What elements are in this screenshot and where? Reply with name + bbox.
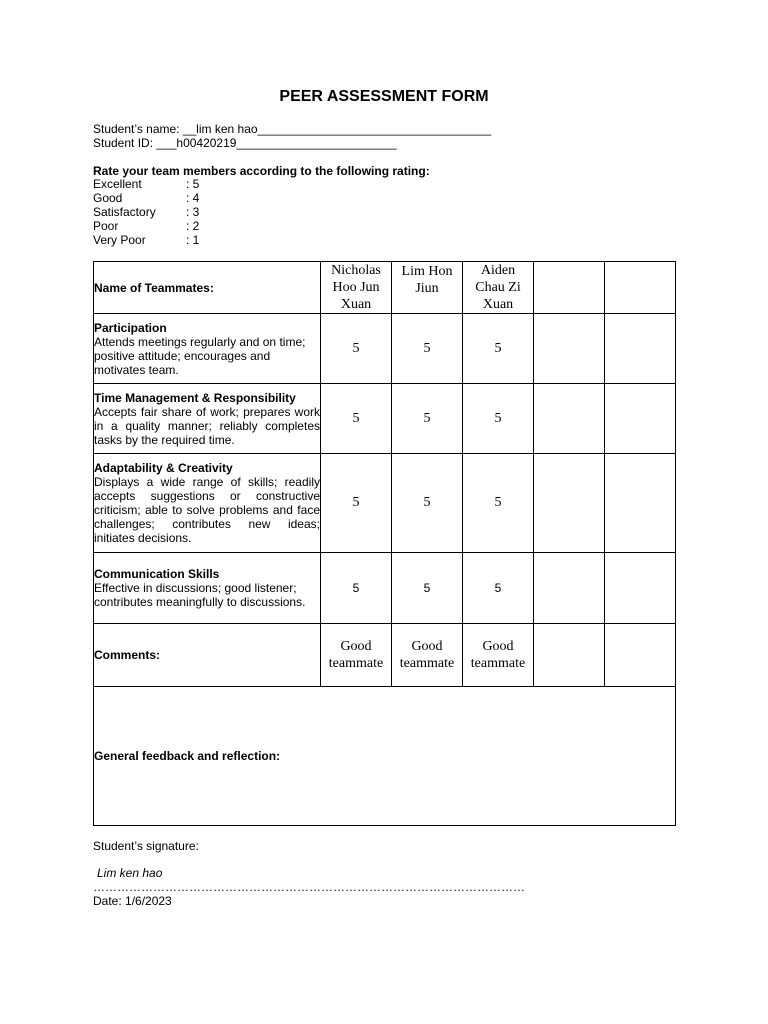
rating-label: Excellent: [93, 177, 142, 191]
criterion-cell: [94, 314, 321, 384]
empty-cell: [605, 553, 676, 624]
student-id-line: Student ID: ___h00420219________________________: [93, 136, 397, 150]
comment-line: Good: [340, 639, 372, 654]
empty-cell: [605, 384, 676, 454]
rating-value: : 5: [186, 177, 200, 191]
signature-label: Student’s signature:: [93, 839, 199, 853]
criterion-desc: Attends meetings regularly and on time; positive attitude; encourages and motivates team.: [94, 334, 306, 377]
teammate-cell: [321, 262, 392, 314]
empty-cell: [534, 553, 605, 624]
criterion-desc: Displays a wide range of skills; readily accepts suggestions or constructive criticism; able to solve problems and face challenges; contributes new ideas; initiates decisions.: [94, 475, 320, 545]
comment-line: Good: [411, 639, 443, 654]
rating-label: Good: [93, 191, 123, 205]
teammate-name-line: Jiun: [415, 281, 439, 296]
empty-cell: [605, 624, 676, 687]
rating-heading: Rate your team members according to the following rating:: [93, 164, 430, 178]
rating-value: : 3: [186, 205, 200, 219]
comments-row: [94, 624, 676, 687]
teammate-name-line: Hoo Jun: [332, 280, 380, 295]
signature-name: Lim ken hao: [97, 866, 163, 880]
teammate-name-line: Xuan: [482, 297, 514, 312]
score-cell: 5: [321, 314, 392, 384]
score-cell: 5: [321, 454, 392, 553]
criterion-row: [94, 314, 676, 384]
rating-label: Satisfactory: [93, 205, 156, 219]
page-title: PEER ASSESSMENT FORM: [279, 88, 489, 105]
comment-cell: [392, 624, 463, 687]
name-header-cell: [94, 262, 321, 314]
comment-cell: [321, 624, 392, 687]
rating-label: Poor: [93, 219, 119, 233]
criterion-cell: [94, 553, 321, 624]
student-name-line: Student’s name: __lim ken hao___________________________________: [93, 122, 492, 136]
score-cell: 5: [392, 454, 463, 553]
criterion-title: Time Management & Responsibility: [94, 390, 296, 405]
comment-line: teammate: [399, 656, 455, 671]
rating-value: : 4: [186, 191, 200, 205]
rating-value: : 1: [186, 233, 200, 247]
assessment-table: [93, 261, 676, 826]
comment-line: Good: [482, 639, 514, 654]
score-cell: 5: [321, 553, 392, 624]
rating-value: : 2: [186, 219, 200, 233]
signature-line: ………………………………………………………………………………………………: [93, 880, 525, 894]
teammate-name-line: Chau Zi: [475, 280, 521, 295]
criterion-desc: Effective in discussions; good listener; contributes meaningfully to discussions.: [94, 581, 306, 609]
criterion-row: [94, 454, 676, 553]
criterion-desc: Accepts fair share of work; prepares work in a quality manner; reliably completes tasks by the required time.: [94, 404, 320, 447]
empty-cell: [534, 262, 605, 314]
empty-cell: [605, 262, 676, 314]
comments-label-cell: [94, 624, 321, 687]
criterion-row: [94, 553, 676, 624]
score-cell: 5: [392, 384, 463, 454]
criterion-title: Participation: [94, 320, 167, 335]
comments-label: Comments:: [94, 648, 161, 662]
feedback-cell: [94, 687, 676, 826]
criterion-row: [94, 384, 676, 454]
score-cell: 5: [463, 553, 534, 624]
score-cell: 5: [463, 454, 534, 553]
empty-cell: [534, 314, 605, 384]
teammate-cell: [392, 262, 463, 314]
score-cell: 5: [321, 384, 392, 454]
score-cell: 5: [392, 314, 463, 384]
comment-line: teammate: [470, 656, 526, 671]
teammate-name-line: Nicholas: [331, 263, 381, 278]
criterion-title: Adaptability & Creativity: [94, 461, 233, 475]
score-cell: 5: [463, 314, 534, 384]
comment-line: teammate: [328, 656, 384, 671]
empty-cell: [534, 384, 605, 454]
feedback-label: General feedback and reflection:: [94, 749, 281, 763]
teammate-name-line: Xuan: [340, 297, 372, 312]
teammates-row: [94, 262, 676, 314]
teammate-cell: [463, 262, 534, 314]
criterion-title: Communication Skills: [94, 567, 220, 581]
empty-cell: [534, 624, 605, 687]
empty-cell: [605, 314, 676, 384]
empty-cell: [534, 454, 605, 553]
date-line: Date: 1/6/2023: [93, 894, 172, 908]
rating-label: Very Poor: [93, 233, 146, 247]
score-cell: 5: [392, 553, 463, 624]
name-header: Name of Teammates:: [94, 280, 214, 295]
empty-cell: [605, 454, 676, 553]
teammate-name-line: Aiden: [480, 263, 516, 278]
criterion-cell: [94, 454, 321, 553]
score-cell: 5: [463, 384, 534, 454]
feedback-row: [94, 687, 676, 826]
teammate-name-line: Lim Hon: [401, 264, 453, 279]
comment-cell: [463, 624, 534, 687]
criterion-cell: [94, 384, 321, 454]
